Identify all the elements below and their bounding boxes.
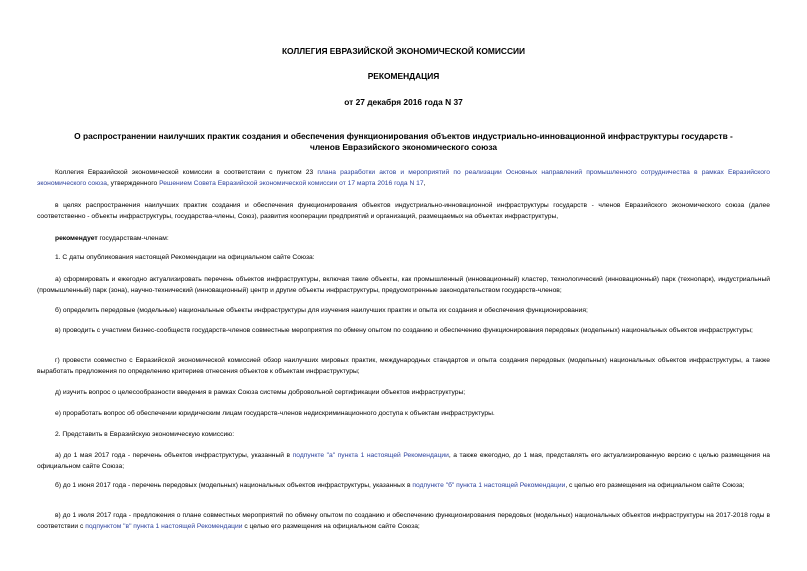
- title-line-2: членов Евразийского экономического союза: [309, 142, 498, 152]
- paragraph-item-1d: д) изучить вопрос о целесообразности введения в рамках Союза системы добровольной сертификации объектов инфраструктуры;: [55, 389, 466, 396]
- recommends-bold: рекомендует: [55, 235, 98, 242]
- paragraph-preamble: [37, 168, 770, 189]
- text-span: , а также ежегодно, до 1 мая, представлять его актуализированную версию с целью размещения на официальном сайте Союза;: [37, 452, 770, 470]
- link-subitem-a[interactable]: подпункте "а" пункта 1 настоящей Рекомендации: [292, 452, 449, 459]
- text-span: , с целью его размещения на официальном сайте Союза;: [565, 482, 745, 489]
- text-span: б) до 1 июня 2017 года - перечень передовых (модельных) национальных объектов инфраструктуры, указанных в: [55, 482, 413, 489]
- text-span: в) до 1 июля 2017 года - предложения о плане совместных мероприятий по обмену опытом по созданию и обеспечению функционирования передовых (модельных) национальных объектов инфраструктуры на 2017-2018 годы в соответствии с: [37, 512, 770, 530]
- paragraph-item-1a: а) сформировать и ежегодно актуализировать перечень объектов инфраструктуры, включая такие объекты, как промышленный (инновационный) кластер, технологический (инновационный) парк (технопарк), индустриальный (промышленный) парк (зона), научно-технический (инновационный) центр и другие объекты инфраструктуры, предусмотренные законодательством государств-членов;: [37, 276, 770, 294]
- paragraph-item-1: 1. С даты опубликования настоящей Рекомендации на официальном сайте Союза:: [55, 254, 315, 261]
- link-industrial-plan[interactable]: плана разработки актов и мероприятий по реализации Основных направлений промышленного сотрудничества в рамках Евразийского экономического союза: [37, 169, 771, 187]
- paragraph-item-2b: [37, 481, 770, 492]
- text-span: ,: [423, 179, 426, 187]
- paragraph-purpose: в целях распространения наилучших практик создания и обеспечения функционирования объектов индустриально-инновационной инфраструктуры государств - членов Евразийского экономического союза (далее соответственно - объекты инфраструктуры, государства-члены, Союз), развития кооперации предприятий и организаций, размещаемых на объектах инфраструктуры,: [37, 202, 770, 220]
- link-subitem-v[interactable]: подпунктом "в" пункта 1 настоящей Рекомендации: [85, 522, 243, 530]
- paragraph-item-1g: г) провести совместно с Евразийской экономической комиссией обзор наилучших мировых практик, международных стандартов и опыта создания передовых (модельных) национальных объектов инфраструктуры, а также выработать предложения по определению критериев отнесения объектов к объектам инфраструктуры;: [37, 357, 770, 375]
- text-span: с целью его размещения на официальном сайте Союза;: [242, 522, 420, 530]
- paragraph-item-1v: в) проводить с участием бизнес-сообществ государств-членов совместные мероприятия по обмену опытом по созданию и обеспечению функционирования передовых (модельных) национальных объектов инфраструктуры;: [55, 327, 753, 334]
- text-span: Коллегия Евразийской экономической комиссии в соответствии с пунктом 23: [55, 169, 318, 176]
- paragraph-item-2: 2. Представить в Евразийскую экономическую комиссию:: [55, 431, 235, 438]
- link-subitem-b[interactable]: подпункте "б" пункта 1 настоящей Рекомендации: [412, 482, 566, 489]
- link-council-decision[interactable]: Решением Совета Евразийской экономической комиссии от 17 марта 2016 года N 17: [159, 179, 424, 187]
- text-span: , утвержденного: [106, 179, 160, 187]
- paragraph-item-1e: е) проработать вопрос об обеспечении юридическим лицам государств-членов недискриминационного доступа к объектам инфраструктуры.: [55, 410, 495, 417]
- doc-type-heading: РЕКОМЕНДАЦИЯ: [367, 71, 440, 81]
- paragraph-item-2a: [37, 451, 770, 472]
- paragraph-recommends: [37, 234, 770, 245]
- text-span: а) до 1 мая 2017 года - перечень объектов инфраструктуры, указанный в: [55, 452, 293, 459]
- title-line-1: О распространении наилучших практик создания и обеспечения функционирования объектов индустриально-инновационной инфраструктуры государств -: [74, 131, 733, 141]
- paragraph-item-2v: [37, 511, 770, 532]
- paragraph-item-1b: б) определить передовые (модельные) национальные объекты инфраструктуры для изучения наилучших практик и опыта их создания и обеспечения функционирования;: [55, 307, 588, 314]
- org-heading: КОЛЛЕГИЯ ЕВРАЗИЙСКОЙ ЭКОНОМИЧЕСКОЙ КОМИССИИ: [281, 46, 526, 56]
- text-span: государствам-членам:: [97, 235, 169, 242]
- date-number-heading: от 27 декабря 2016 года N 37: [344, 97, 463, 107]
